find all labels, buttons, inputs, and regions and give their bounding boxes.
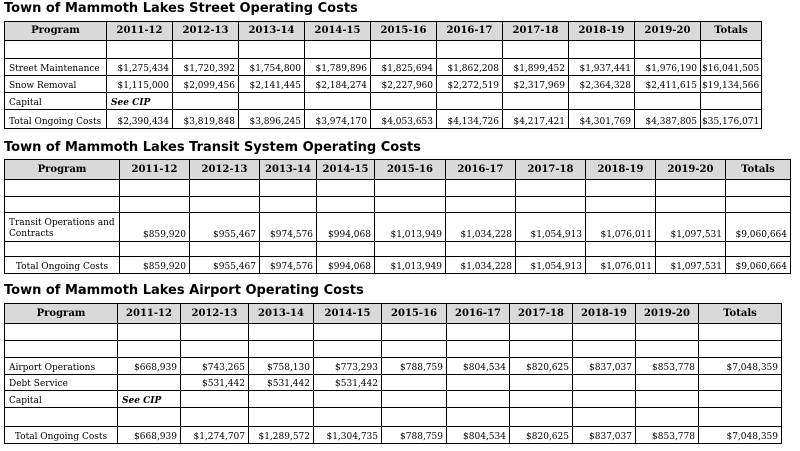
cell: $4,053,653	[371, 110, 437, 129]
col-header-year: 2018-19	[569, 22, 635, 41]
cell: $1,862,208	[437, 59, 503, 76]
cell: $788,759	[382, 358, 447, 375]
street-header-row	[5, 22, 762, 41]
col-header-program: Program	[5, 304, 118, 324]
table-row	[5, 76, 762, 93]
cell: $1,054,913	[516, 213, 586, 242]
col-header-year: 2014-15	[314, 304, 382, 324]
cell: $1,076,011	[586, 213, 656, 242]
cell-total: $9,060,664	[726, 257, 791, 274]
cell-total	[699, 375, 782, 391]
cell: $804,534	[447, 427, 510, 444]
cell: $4,301,769	[569, 110, 635, 129]
transit-title: Town of Mammoth Lakes Transit System Operating Costs	[4, 140, 421, 155]
cell: $758,130	[249, 358, 314, 375]
table-row	[5, 59, 762, 76]
cell: $820,625	[510, 427, 573, 444]
cell: $994,068	[317, 213, 375, 242]
col-header-year: 2011-12	[120, 160, 190, 180]
cell-total: $19,134,566	[701, 76, 762, 93]
cell: $1,076,011	[586, 257, 656, 274]
cell: $4,134,726	[437, 110, 503, 129]
row-label: Airport Operations	[5, 358, 118, 375]
cell: $1,304,735	[314, 427, 382, 444]
table-row	[5, 213, 791, 242]
cell: $853,778	[636, 358, 699, 375]
col-header-year: 2011-12	[118, 304, 181, 324]
cell: $1,274,707	[181, 427, 249, 444]
cell: $1,054,913	[516, 257, 586, 274]
cell: $1,034,228	[446, 257, 516, 274]
cell: $743,265	[181, 358, 249, 375]
cell: $531,442	[249, 375, 314, 391]
cell: $2,364,328	[569, 76, 635, 93]
col-header-program: Program	[5, 22, 107, 41]
col-header-year: 2015-16	[382, 304, 447, 324]
col-header-year: 2012-13	[173, 22, 239, 41]
cell	[118, 375, 181, 391]
cell: $668,939	[118, 358, 181, 375]
cell: $531,442	[314, 375, 382, 391]
cell: $2,184,274	[305, 76, 371, 93]
table-row	[5, 391, 782, 408]
cell: $2,317,969	[503, 76, 569, 93]
cell: $1,289,572	[249, 427, 314, 444]
cell: $2,141,445	[239, 76, 305, 93]
cell: $2,411,615	[635, 76, 701, 93]
col-header-year: 2015-16	[375, 160, 446, 180]
spacer-row	[5, 408, 782, 427]
col-header-program: Program	[5, 160, 120, 180]
col-header-totals: Totals	[699, 304, 782, 324]
spacer-row	[5, 180, 791, 197]
cell: $955,467	[190, 257, 260, 274]
cell: $1,115,000	[107, 76, 173, 93]
cell: $1,013,949	[375, 257, 446, 274]
cell: $1,976,190	[635, 59, 701, 76]
cell: $2,099,456	[173, 76, 239, 93]
total-row	[5, 110, 762, 129]
cell: $1,720,392	[173, 59, 239, 76]
cell: $1,789,896	[305, 59, 371, 76]
spacer-row	[5, 341, 782, 358]
spacer-row	[5, 324, 782, 341]
transit-section	[0, 141, 800, 276]
cell-total: $16,041,505	[701, 59, 762, 76]
row-label: Capital	[5, 93, 107, 110]
cell: $668,939	[118, 427, 181, 444]
cell: $531,442	[181, 375, 249, 391]
col-header-year: 2018-19	[586, 160, 656, 180]
col-header-year: 2016-17	[437, 22, 503, 41]
table-row	[5, 93, 762, 110]
cell: $2,227,960	[371, 76, 437, 93]
transit-header-row	[5, 160, 791, 180]
col-header-year: 2015-16	[371, 22, 437, 41]
cell	[510, 375, 573, 391]
cell	[382, 375, 447, 391]
spacer-row	[5, 242, 791, 257]
row-label: Transit Operations and Contracts	[5, 213, 120, 242]
table-row	[5, 358, 782, 375]
cell: $1,097,531	[656, 257, 726, 274]
row-label: Street Maintenance	[5, 59, 107, 76]
col-header-year: 2017-18	[503, 22, 569, 41]
see-cip-note: See CIP	[118, 391, 181, 408]
col-header-year: 2013-14	[249, 304, 314, 324]
cell-total: $35,176,071	[701, 110, 762, 129]
total-row	[5, 427, 782, 444]
cell: $773,293	[314, 358, 382, 375]
cell	[636, 375, 699, 391]
spacer-row	[5, 197, 791, 213]
col-header-year: 2013-14	[260, 160, 317, 180]
col-header-totals: Totals	[701, 22, 762, 41]
cell: $1,937,441	[569, 59, 635, 76]
cell: $820,625	[510, 358, 573, 375]
cell: $859,920	[120, 257, 190, 274]
total-row	[5, 257, 791, 274]
cell: $3,974,170	[305, 110, 371, 129]
row-label: Total Ongoing Costs	[5, 110, 107, 129]
cell: $3,896,245	[239, 110, 305, 129]
cell: $1,013,949	[375, 213, 446, 242]
cell-total: $7,048,359	[699, 358, 782, 375]
row-label: Debt Service	[5, 375, 118, 391]
col-header-year: 2016-17	[447, 304, 510, 324]
street-table	[4, 21, 762, 129]
cell: $837,037	[573, 358, 636, 375]
cell: $859,920	[120, 213, 190, 242]
row-label: Total Ongoing Costs	[5, 257, 120, 274]
col-header-year: 2014-15	[305, 22, 371, 41]
col-header-totals: Totals	[726, 160, 791, 180]
row-label: Snow Removal	[5, 76, 107, 93]
col-header-year: 2013-14	[239, 22, 305, 41]
cell: $1,754,800	[239, 59, 305, 76]
airport-section	[0, 284, 800, 449]
transit-table	[4, 159, 791, 274]
see-cip-note: See CIP	[107, 93, 173, 110]
spacer-row	[5, 41, 762, 59]
cell: $1,097,531	[656, 213, 726, 242]
col-header-year: 2018-19	[573, 304, 636, 324]
col-header-year: 2019-20	[635, 22, 701, 41]
col-header-year: 2017-18	[510, 304, 573, 324]
cell: $2,390,434	[107, 110, 173, 129]
street-section	[0, 2, 800, 132]
col-header-year: 2011-12	[107, 22, 173, 41]
row-label: Total Ongoing Costs	[5, 427, 118, 444]
cell: $853,778	[636, 427, 699, 444]
cell: $4,217,421	[503, 110, 569, 129]
col-header-year: 2014-15	[317, 160, 375, 180]
cell	[447, 375, 510, 391]
cell: $3,819,848	[173, 110, 239, 129]
cell: $955,467	[190, 213, 260, 242]
cell: $804,534	[447, 358, 510, 375]
col-header-year: 2012-13	[181, 304, 249, 324]
cell: $1,825,694	[371, 59, 437, 76]
street-title: Town of Mammoth Lakes Street Operating Costs	[4, 1, 358, 16]
airport-title: Town of Mammoth Lakes Airport Operating Costs	[4, 283, 364, 298]
cell: $4,387,805	[635, 110, 701, 129]
cell: $2,272,519	[437, 76, 503, 93]
table-row	[5, 375, 782, 391]
cell: $974,576	[260, 257, 317, 274]
cell: $788,759	[382, 427, 447, 444]
row-label: Capital	[5, 391, 118, 408]
cell	[573, 375, 636, 391]
cell: $1,034,228	[446, 213, 516, 242]
col-header-year: 2016-17	[446, 160, 516, 180]
cell: $994,068	[317, 257, 375, 274]
col-header-year: 2012-13	[190, 160, 260, 180]
col-header-year: 2017-18	[516, 160, 586, 180]
cell-total: $9,060,664	[726, 213, 791, 242]
cell: $1,899,452	[503, 59, 569, 76]
airport-table	[4, 303, 782, 444]
col-header-year: 2019-20	[636, 304, 699, 324]
cell-total: $7,048,359	[699, 427, 782, 444]
airport-header-row	[5, 304, 782, 324]
col-header-year: 2019-20	[656, 160, 726, 180]
cell: $974,576	[260, 213, 317, 242]
cell: $837,037	[573, 427, 636, 444]
cell: $1,275,434	[107, 59, 173, 76]
